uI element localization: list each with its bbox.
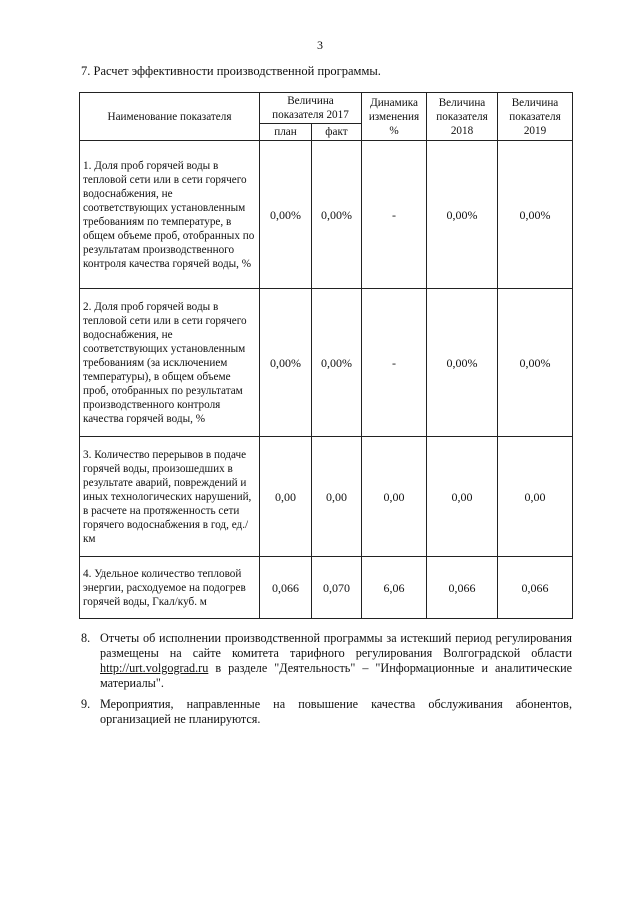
table-row: [80, 141, 573, 289]
cell-fact: 0,070: [312, 557, 362, 619]
header-value-2017: Величина показателя 2017: [260, 93, 362, 124]
header-fact: факт: [312, 124, 362, 141]
header-value-2018: Величина показателя 2018: [427, 93, 498, 141]
efficiency-table: [79, 92, 573, 619]
row-name: 4. Удельное количество тепловой энергии, расходуемое на подогрев горячей воды, Гкал/куб. м: [80, 557, 260, 619]
page-number: 3: [317, 38, 323, 52]
cell-2019: 0,066: [498, 557, 573, 619]
note-8: [81, 631, 572, 691]
note-number: 8.: [81, 631, 91, 645]
section-title: 7. Расчет эффективности производственной программы.: [81, 64, 381, 78]
cell-dynamics: -: [362, 141, 427, 289]
note-number: 9.: [81, 697, 91, 711]
table-row: [80, 437, 573, 557]
header-name: Наименование показателя: [80, 93, 260, 141]
header-value-2019: Величина показателя 2019: [498, 93, 573, 141]
header-plan: план: [260, 124, 312, 141]
note-9: [81, 697, 572, 727]
note-text: Мероприятия, направленные на повышение качества обслуживания абонентов, организацией не планируются.: [100, 697, 572, 726]
note-text: Отчеты об исполнении производственной программы за истекший период регулирования размещены на сайте комитета тарифного регулирования Волгоградской области: [100, 631, 572, 660]
row-name: 1. Доля проб горячей воды в тепловой сети или в сети горячего водоснабжения, не соответствующих установленным требованиям по температуре, в общем объеме проб, отобранных по результатам производственного контроля качества горячей воды, %: [80, 141, 260, 289]
row-name: 3. Количество перерывов в подаче горячей воды, произошедших в результате аварий, повреждений и иных технологических нарушений, в расчете на протяженность сети горячего водоснабжения в год, ед./км: [80, 437, 260, 557]
cell-2018: 0,00%: [427, 141, 498, 289]
cell-2018: 0,066: [427, 557, 498, 619]
table-header-row: [80, 93, 573, 124]
cell-2019: 0,00: [498, 437, 573, 557]
cell-plan: 0,066: [260, 557, 312, 619]
cell-2019: 0,00%: [498, 289, 573, 437]
cell-dynamics: 6,06: [362, 557, 427, 619]
cell-fact: 0,00%: [312, 141, 362, 289]
cell-2019: 0,00%: [498, 141, 573, 289]
table-row: [80, 557, 573, 619]
cell-plan: 0,00%: [260, 289, 312, 437]
note-text: в разделе "Деятельность" – "Информационные и аналитические материалы".: [100, 661, 572, 690]
cell-dynamics: -: [362, 289, 427, 437]
row-name: 2. Доля проб горячей воды в тепловой сети или в сети горячего водоснабжения, не соответствующих установленным требованиям (за исключением температуры), в общем объеме проб, отобранных по результатам производственного контроля качества горячей воды, %: [80, 289, 260, 437]
table-row: [80, 289, 573, 437]
website-link[interactable]: http://urt.volgograd.ru: [100, 661, 209, 675]
cell-plan: 0,00: [260, 437, 312, 557]
cell-fact: 0,00%: [312, 289, 362, 437]
cell-plan: 0,00%: [260, 141, 312, 289]
cell-2018: 0,00: [427, 437, 498, 557]
notes-section: [81, 631, 572, 733]
cell-dynamics: 0,00: [362, 437, 427, 557]
cell-2018: 0,00%: [427, 289, 498, 437]
cell-fact: 0,00: [312, 437, 362, 557]
header-dynamics: Динамика изменения %: [362, 93, 427, 141]
